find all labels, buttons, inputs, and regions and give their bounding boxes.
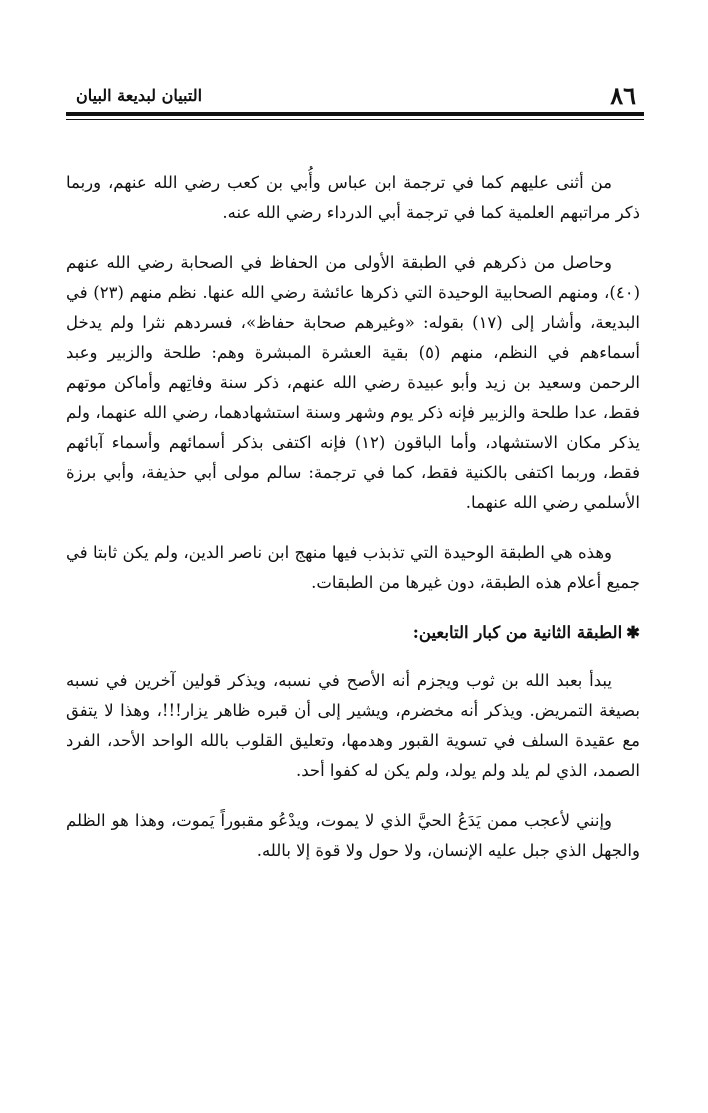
body-text — [66, 168, 640, 886]
page-number: ٨٦ — [610, 81, 636, 110]
paragraph-continuation: من أثنى عليهم كما في ترجمة ابن عباس وأُبي بن كعب رضي الله عنهم، وربما ذكر مراتبهم العلمية كما في ترجمة أبي الدرداء رضي الله عنه. — [66, 173, 640, 222]
section-heading-text: الطبقة الثانية من كبار التابعين: — [412, 623, 623, 642]
running-title: التبيان لبديعة البيان — [76, 86, 203, 105]
header-rule-thick — [66, 112, 644, 116]
star-marker: ✱ — [626, 623, 640, 642]
paragraph-first-tier-summary: وحاصل من ذكرهم في الطبقة الأولى من الحفاظ في الصحابة رضي الله عنهم (٤٠)، ومنهم الصحابية الوحيدة التي ذكرها عائشة رضي الله عنها. نظم منهم (٢٣) في البديعة، وأشار إلى (١٧) بقوله: «وغيرهم صحابة حفاظ»، فسردهم نثرا ولم يدخل أسماءهم في النظم، منهم (٥) بقية العشرة المبشرة وهم: طلحة والزبير وعبد الرحمن وسعيد بن زيد وأبو عبيدة رضي الله عنهم، ذكر سنة وفاتِهم وأماكن موتهم فقط، عدا طلحة والزبير فإنه ذكر يوم وشهر وسنة استشهادهما، رضي الله عنهما، ولم يذكر مكان الاستشهاد، وأما الباقون (١٢) فإنه اكتفى بذكر أسمائهم وأسماء آبائهم فقط، وربما اكتفى بالكنية فقط، كما في ترجمة: سالم مولى أبي حذيفة، وأبي برزة الأسلمي رضي الله عنهما. — [66, 253, 641, 512]
paragraph-closing-remark: وإنني لأعجب ممن يَدَعُ الحيَّ الذي لا يموت، ويدْعُو مقبوراً يَموت، وهذا هو الظلم والجهل الذي جبل عليه الإنسان، ولا حول ولا قوة إلا بالله. — [66, 811, 640, 860]
section-heading — [66, 618, 640, 648]
header-rule-thin — [66, 119, 644, 120]
paragraph-second-tier: يبدأ بعبد الله بن ثوب ويجزم أنه الأصح في نسبه، ويذكر قولين آخرين في نسبه بصيغة التمريض. ويذكر أنه مخضرم، ويشير إلى أن قبره ظاهر يزار!!!، وهذا لا يتفق مع عقيدة السلف في تسوية القبور وهدمها، وتعليق القلوب بالله الواحد الأحد، الفرد الصمد، الذي لم يلد ولم يولد، ولم يكن له كفوا أحد. — [66, 671, 640, 780]
page-header — [68, 82, 642, 112]
paragraph-tier-inconsistency: وهذه هي الطبقة الوحيدة التي تذبذب فيها منهج ابن ناصر الدين، ولم يكن ثابتا في جميع أعلام هذه الطبقة، دون غيرها من الطبقات. — [66, 543, 640, 592]
